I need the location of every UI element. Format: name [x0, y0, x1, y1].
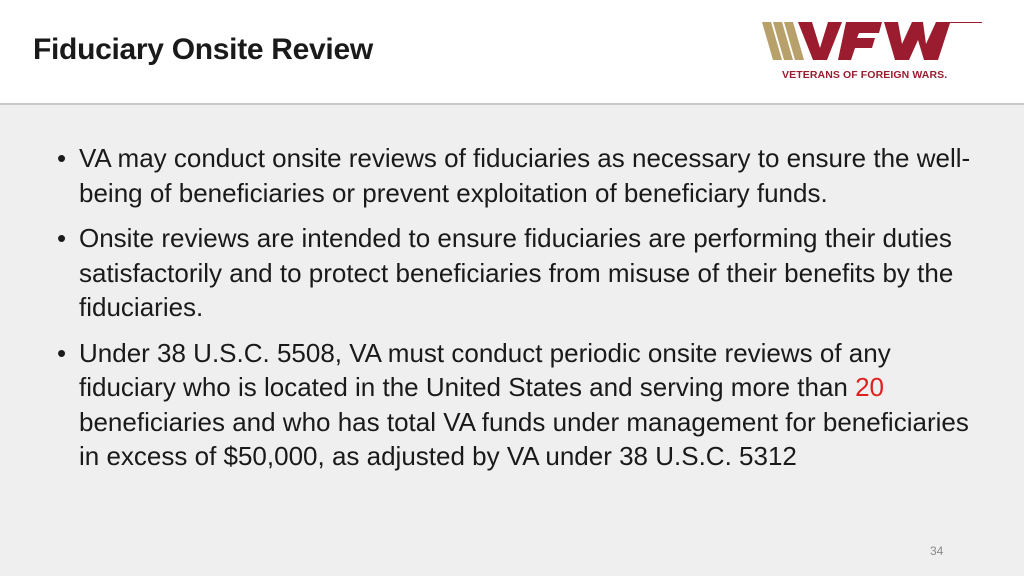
bullet-list	[57, 141, 977, 485]
slide-body	[0, 105, 1024, 576]
slide-title: Fiduciary Onsite Review	[33, 33, 373, 66]
bullet-text-after: beneficiaries and who has total VA funds under management for beneficiaries in excess of $50,000, as adjusted by VA under 38 U.S.C. 5312	[79, 406, 969, 471]
bullet-item: • Onsite reviews are intended to ensure fiduciaries are performing their duties satisfactorily and to protect beneficiaries from misuse of their benefits by the fiduciaries.	[57, 221, 977, 325]
slide-header	[0, 0, 1024, 103]
bullet-item	[57, 336, 977, 474]
page-number: 34	[930, 544, 944, 558]
highlighted-number: 20	[855, 372, 885, 402]
bullet-text-before: Under 38 U.S.C. 5508, VA must conduct periodic onsite reviews of any fiduciary who is located in the United States and serving more than	[79, 337, 891, 402]
bullet-item: • VA may conduct onsite reviews of fiduciaries as necessary to ensure the well-being of beneficiaries or prevent exploitation of beneficiary funds.	[57, 141, 977, 210]
logo-tagline: VETERANS OF FOREIGN WARS.	[782, 69, 948, 81]
